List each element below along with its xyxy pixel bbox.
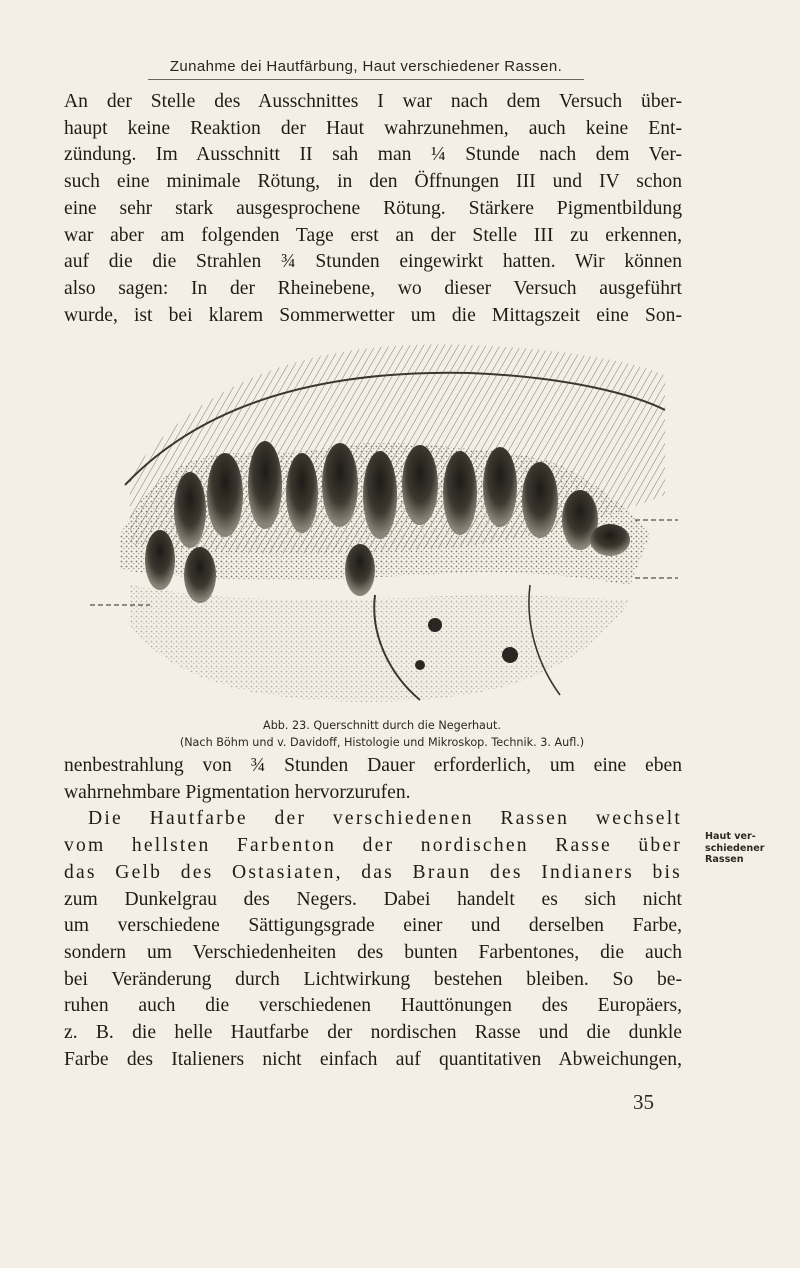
marginal-note bbox=[705, 831, 785, 866]
running-head: Zunahme dei Hautfärbung, Haut verschiedener Rassen. bbox=[148, 58, 584, 80]
text-line: eine sehr stark ausgesprochene Rötung. Stärkere Pigmentbildung bbox=[64, 197, 682, 219]
text-line: sondern um Verschiedenheiten des bunten Farbentones, die auch bbox=[64, 941, 682, 963]
text-line: war aber am folgenden Tage erst an der Stelle III zu erkennen, bbox=[64, 224, 682, 246]
page-number: 35 bbox=[633, 1090, 654, 1114]
figure-caption: Abb. 23. Querschnitt durch die Negerhaut. bbox=[263, 719, 501, 732]
text-line: nenbestrahlung von ¾ Stunden Dauer erforderlich, um eine eben bbox=[64, 755, 682, 776]
marginal-note-line: Rassen bbox=[705, 854, 744, 865]
paragraph-bottom bbox=[64, 753, 682, 1073]
text-line: wurde, ist bei klarem Sommerwetter um die Mittagszeit eine Son- bbox=[64, 304, 682, 326]
text-line: An der Stelle des Ausschnittes I war nach dem Versuch über- bbox=[64, 91, 682, 112]
marginal-note-line: Haut ver- bbox=[705, 831, 756, 842]
text-line: haupt keine Reaktion der Haut wahrzunehmen, auch keine Ent- bbox=[64, 117, 682, 139]
text-line: wahrnehmbare Pigmentation hervorzurufen. bbox=[64, 781, 411, 803]
marginal-note-line: schiedener bbox=[705, 842, 765, 854]
text-line: ruhen auch die verschiedenen Hauttönungen des Europäers, bbox=[64, 995, 682, 1017]
text-line: das Gelb des Ostasiaten, das Braun des Indianers bis bbox=[64, 861, 682, 883]
paragraph-top bbox=[64, 89, 682, 329]
text-line: vom hellsten Farbenton der nordischen Rasse über bbox=[64, 835, 682, 857]
text-line: z. B. die helle Hautfarbe der nordischen Rasse und die dunkle bbox=[64, 1022, 682, 1044]
text-line: um verschiedene Sättigungsgrade einer und derselben Farbe, bbox=[64, 915, 682, 937]
text-line: Farbe des Italieners nicht einfach auf quantitativen Abweichungen, bbox=[64, 1048, 682, 1070]
text-line: zum Dunkelgrau des Negers. Dabei handelt es sich nicht bbox=[64, 888, 682, 910]
figure-source: (Nach Böhm und v. Davidoff, Histologie und Mikroskop. Technik. 3. Aufl.) bbox=[179, 736, 585, 749]
text-line: Die Hautfarbe der verschiedenen Rassen wechselt bbox=[88, 808, 682, 830]
text-line: bei Veränderung durch Lichtwirkung bestehen bleiben. So be- bbox=[64, 968, 682, 990]
skin-cross-section-illustration bbox=[90, 335, 678, 710]
text-line: zündung. Im Ausschnitt II sah man ¼ Stunde nach dem Ver- bbox=[64, 144, 682, 166]
text-line: auf die die Strahlen ¾ Stunden eingewirkt hatten. Wir können bbox=[64, 251, 682, 273]
text-line: such eine minimale Rötung, in den Öffnungen III und IV schon bbox=[64, 171, 682, 193]
text-line: also sagen: In der Rheinebene, wo dieser Versuch ausgeführt bbox=[64, 277, 682, 299]
